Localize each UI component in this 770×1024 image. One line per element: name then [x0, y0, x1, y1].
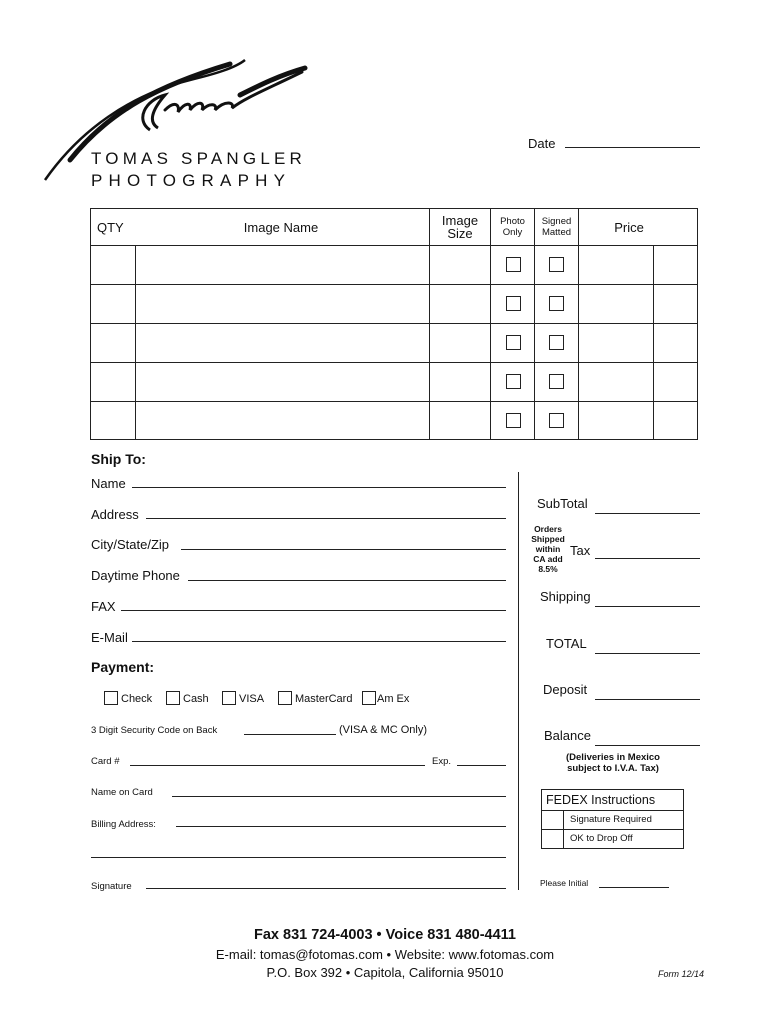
exp-label: Exp. — [432, 756, 452, 767]
photo-only-checkbox[interactable] — [506, 413, 521, 428]
signed-matted-checkbox[interactable] — [549, 257, 564, 272]
email-label: E-Mail — [91, 630, 128, 645]
name-on-card-field[interactable] — [172, 796, 506, 797]
please-initial-label: Please Initial — [540, 878, 589, 888]
city-field[interactable] — [181, 549, 506, 550]
visa-checkbox[interactable] — [222, 691, 236, 705]
contact-phones: Fax 831 724-4003 • Voice 831 480-4411 — [254, 927, 516, 943]
tax-label: Tax — [570, 543, 591, 558]
name-field[interactable] — [132, 487, 506, 488]
name-label: Name — [91, 476, 126, 491]
form-id: Form 12/14 — [658, 969, 705, 979]
shipping-field[interactable] — [595, 606, 700, 607]
ship-to-title: Ship To: — [91, 451, 146, 467]
signed-matted-checkbox[interactable] — [549, 374, 564, 389]
address-field[interactable] — [146, 518, 506, 519]
check-label: Check — [121, 693, 153, 705]
signed-matted-checkbox[interactable] — [549, 335, 564, 350]
date-field[interactable] — [565, 147, 700, 148]
deposit-field[interactable] — [595, 699, 700, 700]
drop-off-option[interactable]: OK to Drop Off — [570, 833, 633, 844]
brand-subtitle: PHOTOGRAPHY — [91, 171, 292, 190]
signature-logo — [40, 50, 320, 190]
balance-field[interactable] — [595, 745, 700, 746]
image-name-header: Image Name — [243, 220, 319, 235]
signed-matted-checkbox[interactable] — [549, 296, 564, 311]
security-code-field[interactable] — [244, 734, 336, 735]
signed-matted-header: Signed Matted — [541, 216, 572, 238]
total-label: TOTAL — [546, 636, 587, 651]
card-number-field[interactable] — [130, 765, 425, 766]
name-on-card-label: Name on Card — [91, 787, 153, 798]
cash-label: Cash — [183, 693, 209, 705]
tax-field[interactable] — [595, 558, 700, 559]
total-field[interactable] — [595, 653, 700, 654]
qty-header: QTY — [97, 220, 124, 235]
balance-label: Balance — [544, 728, 591, 743]
mexico-note: (Deliveries in Mexico subject to I.V.A. Tax) — [566, 752, 660, 774]
billing-address-label: Billing Address: — [91, 819, 156, 830]
contact-email-website: E-mail: tomas@fotomas.com • Website: www.fotomas.com — [215, 947, 555, 962]
billing-address-field[interactable] — [176, 826, 506, 827]
exp-field[interactable] — [457, 765, 506, 766]
phone-field[interactable] — [188, 580, 506, 581]
photo-only-header: Photo Only — [500, 216, 525, 238]
city-label: City/State/Zip — [91, 537, 170, 552]
security-code-label: 3 Digit Security Code on Back — [91, 725, 218, 736]
fedex-box — [541, 789, 684, 849]
section-divider — [518, 472, 519, 890]
mastercard-checkbox[interactable] — [278, 691, 292, 705]
payment-title: Payment: — [91, 659, 155, 675]
mastercard-label: MasterCard — [295, 693, 353, 705]
image-size-header: Image Size — [441, 213, 479, 241]
security-code-note: (VISA & MC Only) — [339, 724, 428, 736]
signed-matted-checkbox[interactable] — [549, 413, 564, 428]
photo-only-checkbox[interactable] — [506, 296, 521, 311]
card-label: Card # — [91, 756, 120, 767]
tax-note: Orders Shipped within CA add 8.5% — [531, 524, 565, 574]
fax-field[interactable] — [121, 610, 506, 611]
photo-only-checkbox[interactable] — [506, 335, 521, 350]
brand-name: TOMAS SPANGLER — [91, 149, 306, 168]
address-label: Address — [91, 507, 139, 522]
price-header: Price — [614, 220, 644, 235]
signature-label: Signature — [91, 881, 132, 892]
visa-label: VISA — [239, 693, 265, 705]
initial-field[interactable] — [599, 887, 669, 888]
signature-required-option[interactable]: Signature Required — [570, 814, 652, 825]
cash-checkbox[interactable] — [166, 691, 180, 705]
subtotal-field[interactable] — [595, 513, 700, 514]
date-label: Date — [528, 136, 556, 151]
shipping-label: Shipping — [540, 589, 591, 604]
billing-address-field-2[interactable] — [91, 857, 506, 858]
photo-only-checkbox[interactable] — [506, 374, 521, 389]
contact-address: P.O. Box 392 • Capitola, California 95010 — [266, 965, 504, 980]
deposit-label: Deposit — [543, 682, 588, 697]
order-table — [90, 208, 698, 440]
check-checkbox[interactable] — [104, 691, 118, 705]
fedex-title: FEDEX Instructions — [546, 793, 656, 807]
phone-label: Daytime Phone — [91, 568, 180, 583]
amex-label: Am Ex — [377, 693, 410, 705]
fax-label: FAX — [91, 599, 116, 614]
photo-only-checkbox[interactable] — [506, 257, 521, 272]
signature-field[interactable] — [146, 888, 506, 889]
subtotal-label: SubTotal — [537, 496, 588, 511]
amex-checkbox[interactable] — [362, 691, 376, 705]
email-field[interactable] — [132, 641, 506, 642]
